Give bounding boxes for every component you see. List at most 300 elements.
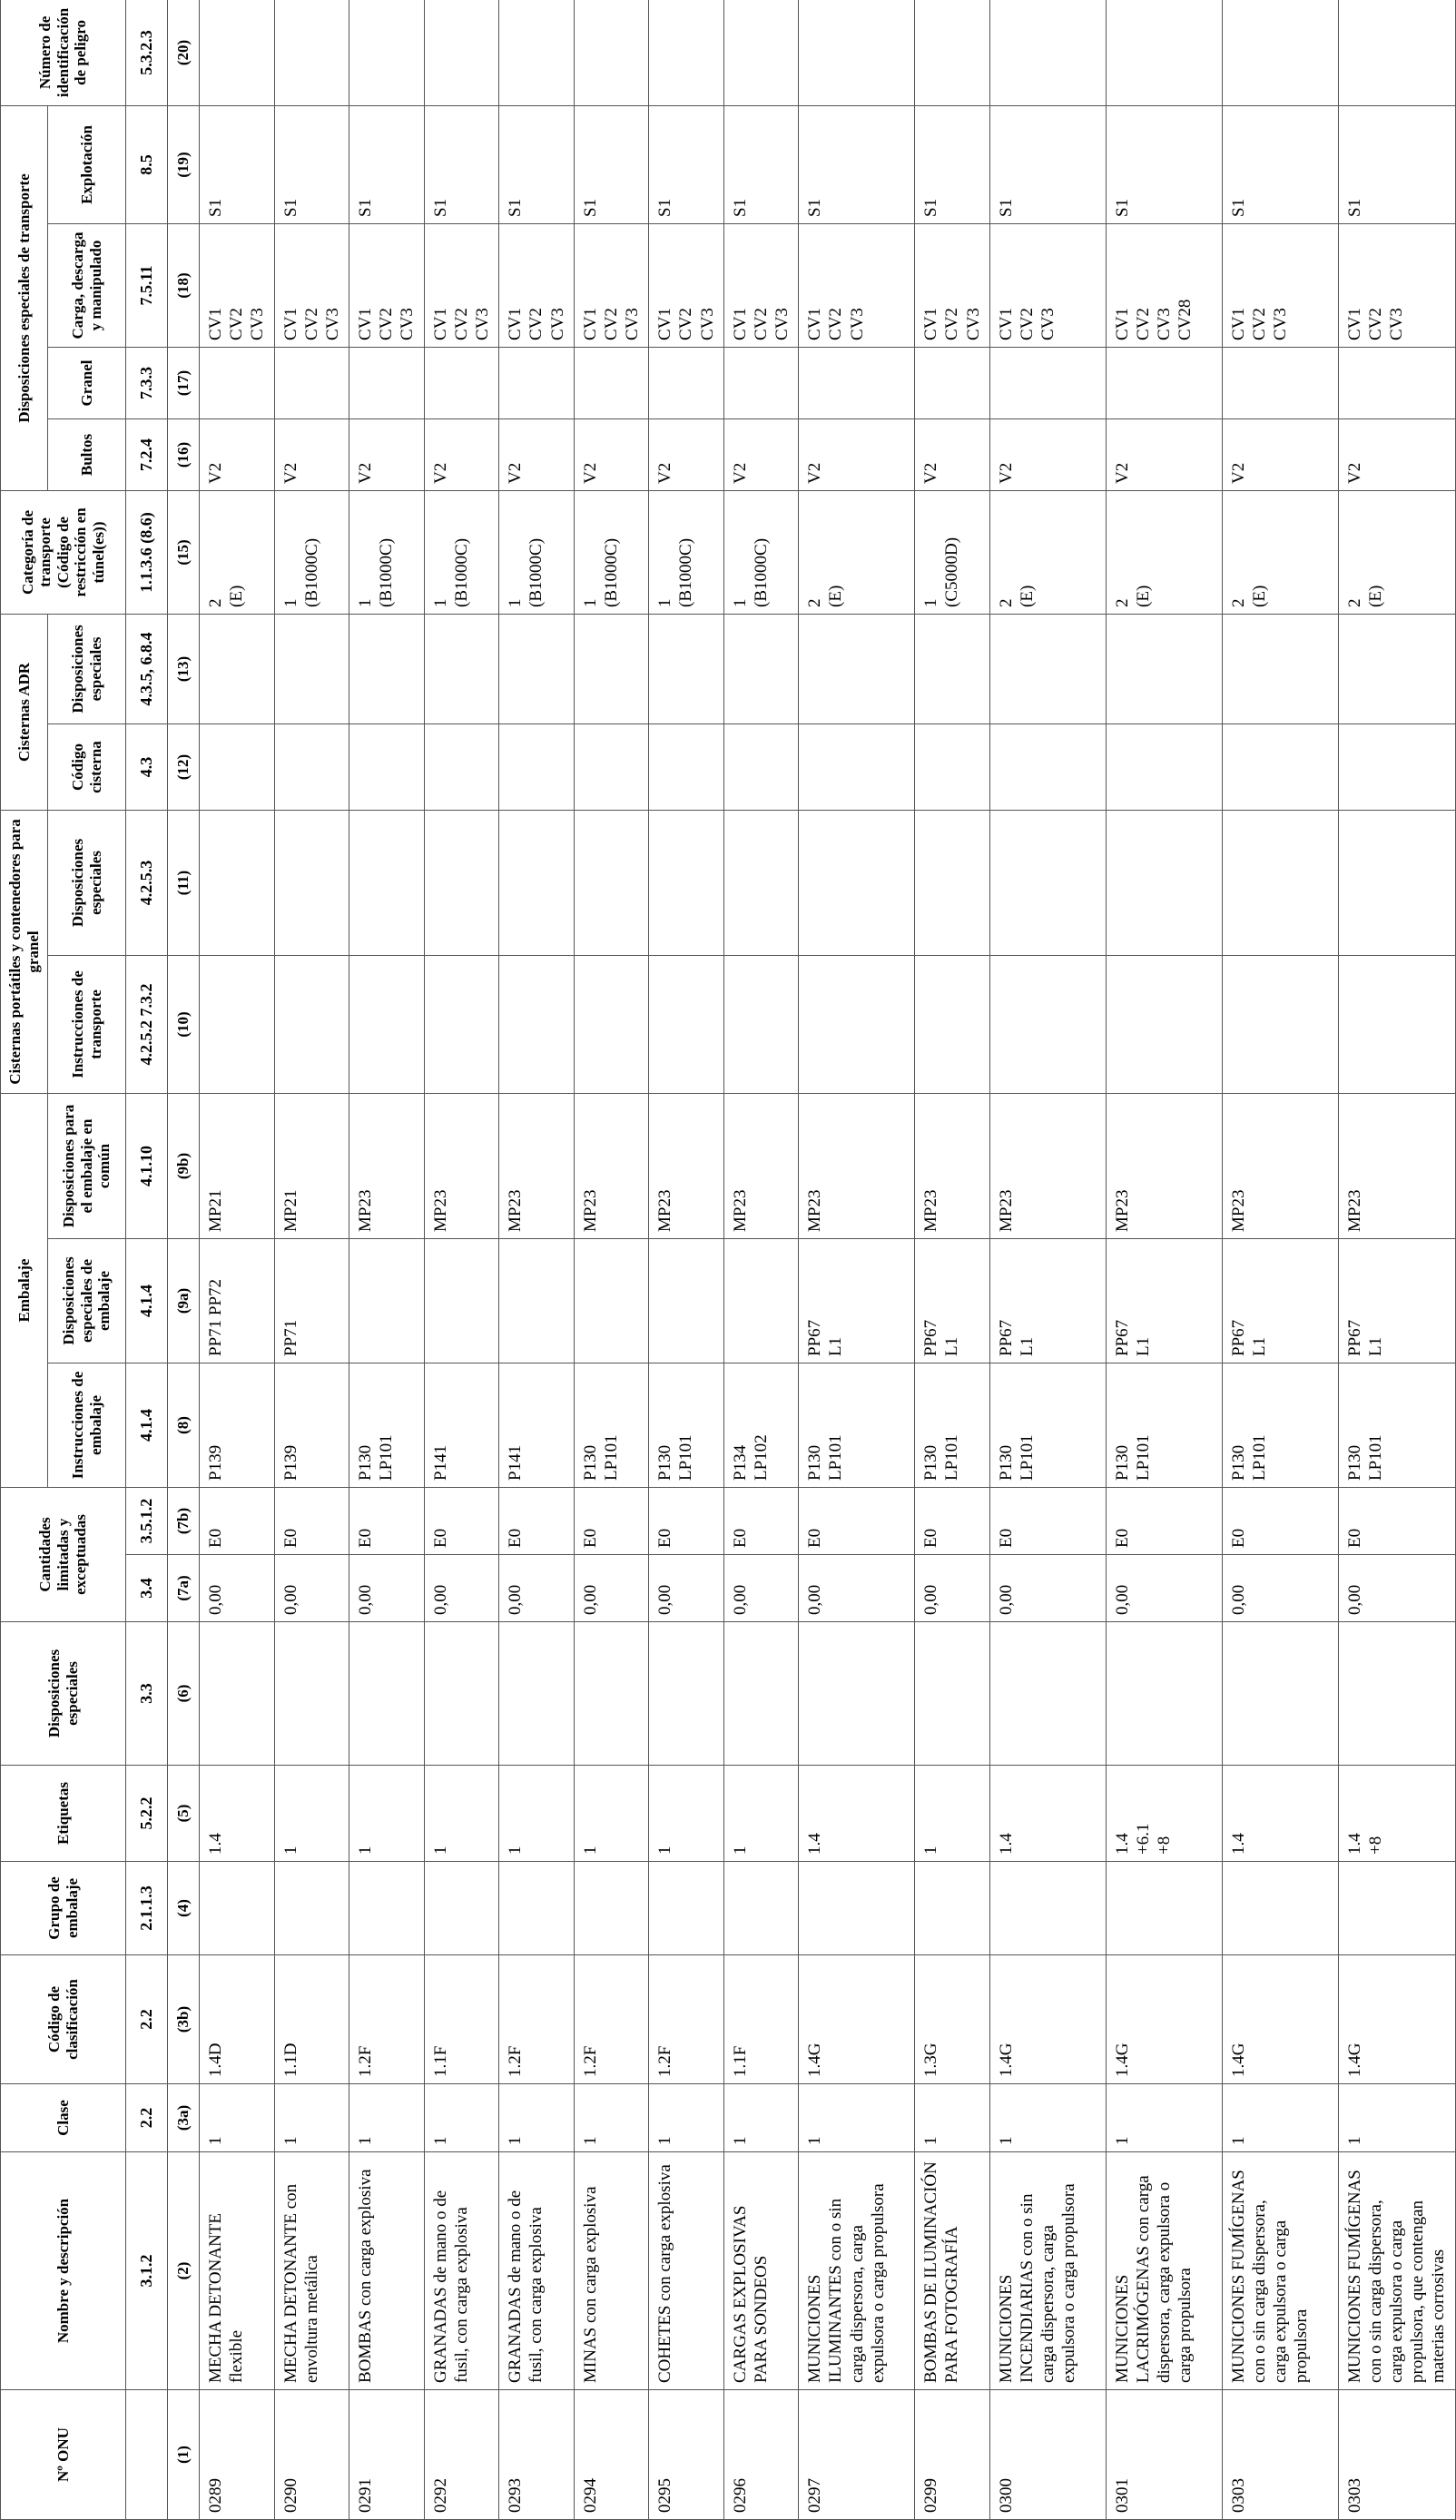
header-hazard-id: Número de identificación de peligro — [1, 0, 126, 105]
cell-classification-code: 1.1F — [424, 1955, 499, 2084]
cell-tank-special — [1338, 810, 1455, 955]
header-special-transport: Disposiciones especiales de transporte — [1, 105, 48, 490]
cell-packing-instructions — [200, 1363, 275, 1488]
header-classification-code: Código de clasificación — [1, 1955, 126, 2084]
cell-bulk — [1338, 347, 1455, 418]
cell-packing-instructions — [1338, 1363, 1455, 1488]
cell-hazard-id — [989, 0, 1106, 105]
cell-limited-qty: 0,00 — [574, 1555, 649, 1622]
cell-line: CV2 — [826, 308, 846, 340]
cell-line: (C5000D) — [942, 536, 962, 607]
cell-transport-category — [424, 490, 499, 614]
cell-packing-instructions — [424, 1363, 499, 1488]
cell-line: P141 — [430, 1444, 450, 1481]
cell-hazard-id — [723, 0, 799, 105]
cell-adr-special — [274, 614, 349, 724]
ref-operation: 8.5 — [126, 105, 168, 223]
cell-packing-instructions — [989, 1363, 1106, 1488]
cell-line: L1 — [826, 1336, 846, 1356]
cell-packing-group — [649, 1862, 724, 1955]
cell-class: 1 — [649, 2084, 724, 2152]
cell-un-number: 0292 — [424, 2390, 499, 2520]
cell-line: L1 — [1017, 1336, 1037, 1356]
table-row — [1222, 0, 1338, 2520]
cell-line: 1 — [921, 598, 941, 607]
cell-tank-code — [723, 724, 799, 810]
cell-line: (B1000C) — [526, 537, 546, 607]
header-packing-instructions: Instrucciones de embalaje — [48, 1363, 126, 1488]
cell-labels — [1222, 1766, 1338, 1862]
cell-classification-code: 1.1D — [274, 1955, 349, 2084]
cell-line: P130 — [356, 1444, 376, 1481]
cell-labels — [915, 1766, 990, 1862]
cell-line: (E) — [1249, 585, 1269, 607]
cell-packages: V2 — [1106, 418, 1222, 490]
cell-packing-special — [989, 1239, 1106, 1363]
cell-line: LP101 — [826, 1434, 846, 1481]
cell-classification-code: 1.3G — [915, 1955, 990, 2084]
colnum-packing-group: (4) — [168, 1862, 200, 1955]
cell-tank-code — [1106, 724, 1222, 810]
cell-special-provisions — [799, 1622, 915, 1766]
cell-line: 1 — [430, 598, 450, 607]
cell-line: CV2 — [301, 308, 321, 340]
cell-packing-instructions — [499, 1363, 575, 1488]
cell-un-number: 0293 — [499, 2390, 575, 2520]
cell-un-number: 0290 — [274, 2390, 349, 2520]
cell-un-number: 0294 — [574, 2390, 649, 2520]
header-bulk: Granel — [48, 347, 126, 418]
cell-tank-special — [499, 810, 575, 955]
cell-bulk — [1106, 347, 1222, 418]
cell-excepted-qty: E0 — [1338, 1488, 1455, 1555]
cell-loading — [1106, 223, 1222, 347]
cell-name: MUNICIONES LACRIMÓGENAS con carga dispersora, carga expulsora o carga propulsora — [1106, 2152, 1222, 2390]
cell-line: (E) — [1017, 585, 1037, 607]
cell-line: 1 — [580, 1846, 600, 1855]
cell-classification-code: 1.1F — [723, 1955, 799, 2084]
cell-packing-group — [723, 1862, 799, 1955]
cell-adr-special — [723, 614, 799, 724]
cell-line: CV1 — [655, 308, 675, 340]
cell-labels — [200, 1766, 275, 1862]
cell-bulk — [799, 347, 915, 418]
cell-un-number: 0296 — [723, 2390, 799, 2520]
cell-tank-special — [915, 810, 990, 955]
cell-line: P130 — [921, 1444, 941, 1481]
cell-tank-instructions — [1222, 956, 1338, 1094]
cell-bulk — [200, 347, 275, 418]
cell-packing-instructions — [723, 1363, 799, 1488]
table-row — [1338, 0, 1455, 2520]
cell-limited-qty: 0,00 — [274, 1555, 349, 1622]
colnum-tank-instructions: (10) — [168, 956, 200, 1094]
ref-tank-instructions: 4.2.5.2 7.3.2 — [126, 956, 168, 1094]
cell-limited-qty: 0,00 — [799, 1555, 915, 1622]
cell-excepted-qty: E0 — [915, 1488, 990, 1555]
cell-line: P130 — [655, 1444, 675, 1481]
cell-tank-special — [649, 810, 724, 955]
cell-special-provisions — [723, 1622, 799, 1766]
cell-packages: V2 — [200, 418, 275, 490]
cell-hazard-id — [274, 0, 349, 105]
cell-line: PP71 — [280, 1319, 300, 1356]
cell-line: CV3 — [547, 308, 567, 340]
cell-un-number: 0299 — [915, 2390, 990, 2520]
cell-class: 1 — [1106, 2084, 1222, 2152]
cell-limited-qty: 0,00 — [723, 1555, 799, 1622]
colnum-hazard-id: (20) — [168, 0, 200, 105]
cell-adr-special — [349, 614, 425, 724]
cell-operation: S1 — [349, 105, 425, 223]
cell-line: 1.4 — [1228, 1833, 1248, 1855]
cell-tank-code — [989, 724, 1106, 810]
cell-line: 1 — [506, 598, 526, 607]
cell-line: CV1 — [506, 308, 526, 340]
cell-line: LP101 — [942, 1434, 962, 1481]
cell-packing-instructions — [649, 1363, 724, 1488]
cell-excepted-qty: E0 — [349, 1488, 425, 1555]
ref-packing-group: 2.1.1.3 — [126, 1862, 168, 1955]
cell-bulk — [424, 347, 499, 418]
cell-loading — [989, 223, 1106, 347]
cell-bulk — [349, 347, 425, 418]
cell-line: CV3 — [398, 308, 418, 340]
cell-tank-code — [574, 724, 649, 810]
cell-labels — [649, 1766, 724, 1862]
cell-hazard-id — [349, 0, 425, 105]
cell-line: LP101 — [601, 1434, 621, 1481]
cell-class: 1 — [989, 2084, 1106, 2152]
cell-transport-category — [1106, 490, 1222, 614]
cell-name: GRANADAS de mano o de fusil, con carga explosiva — [499, 2152, 575, 2390]
cell-labels — [274, 1766, 349, 1862]
cell-classification-code: 1.2F — [574, 1955, 649, 2084]
cell-classification-code: 1.2F — [649, 1955, 724, 2084]
cell-tank-instructions — [1338, 956, 1455, 1094]
header-tank-code: Código cisterna — [48, 724, 126, 810]
cell-tank-instructions — [274, 956, 349, 1094]
cell-line: LP102 — [751, 1434, 771, 1481]
cell-line: (E) — [227, 585, 247, 607]
cell-packages: V2 — [1222, 418, 1338, 490]
cell-tank-code — [274, 724, 349, 810]
cell-operation: S1 — [915, 105, 990, 223]
cell-line: CV2 — [377, 308, 397, 340]
ref-packing-instructions: 4.1.4 — [126, 1363, 168, 1488]
cell-transport-category — [499, 490, 575, 614]
cell-special-provisions — [1222, 1622, 1338, 1766]
table-row — [723, 0, 799, 2520]
table-row — [574, 0, 649, 2520]
cell-packing-group — [1106, 1862, 1222, 1955]
cell-line: 1.4 — [805, 1833, 825, 1855]
cell-tank-special — [989, 810, 1106, 955]
cell-packages: V2 — [989, 418, 1106, 490]
cell-line: L1 — [1365, 1336, 1385, 1356]
cell-line: CV3 — [1271, 308, 1291, 340]
cell-tank-instructions — [649, 956, 724, 1094]
cell-packages: V2 — [274, 418, 349, 490]
cell-packing-group — [574, 1862, 649, 1955]
header-packing-group: Grupo de embalaje — [1, 1862, 126, 1955]
cell-tank-instructions — [499, 956, 575, 1094]
cell-adr-special — [424, 614, 499, 724]
cell-line: LP101 — [377, 1434, 397, 1481]
cell-tank-special — [200, 810, 275, 955]
cell-adr-special — [915, 614, 990, 724]
cell-excepted-qty: E0 — [723, 1488, 799, 1555]
header-mixed-packing: Disposiciones para el embalaje en común — [48, 1094, 126, 1239]
cell-transport-category — [723, 490, 799, 614]
cell-transport-category — [574, 490, 649, 614]
cell-packages: V2 — [574, 418, 649, 490]
cell-tank-instructions — [1106, 956, 1222, 1094]
cell-line: 1.4 — [1344, 1833, 1364, 1855]
cell-hazard-id — [1106, 0, 1222, 105]
cell-line: CV2 — [1133, 308, 1153, 340]
cell-line: P130 — [1228, 1444, 1248, 1481]
colnum-tank-special: (11) — [168, 810, 200, 955]
table-row — [989, 0, 1106, 2520]
cell-packages: V2 — [349, 418, 425, 490]
cell-limited-qty: 0,00 — [989, 1555, 1106, 1622]
cell-packing-special — [915, 1239, 990, 1363]
cell-line: (B1000C) — [751, 537, 771, 607]
cell-line: L1 — [1249, 1336, 1269, 1356]
cell-line: P139 — [280, 1444, 300, 1481]
table-row — [1106, 0, 1222, 2520]
cell-excepted-qty: E0 — [799, 1488, 915, 1555]
cell-mixed-packing: MP21 — [274, 1094, 349, 1239]
cell-line: LP101 — [676, 1434, 696, 1481]
cell-line: (E) — [826, 585, 846, 607]
cell-line: CV2 — [227, 308, 247, 340]
colnum-operation: (19) — [168, 105, 200, 223]
cell-special-provisions — [424, 1622, 499, 1766]
cell-line: (E) — [1365, 585, 1385, 607]
colnum-classification-code: (3b) — [168, 1955, 200, 2084]
cell-line: P139 — [206, 1444, 226, 1481]
cell-tank-instructions — [915, 956, 990, 1094]
cell-packing-group — [424, 1862, 499, 1955]
cell-packing-special — [574, 1239, 649, 1363]
cell-packing-special — [1338, 1239, 1455, 1363]
cell-packing-instructions — [915, 1363, 990, 1488]
cell-name: MUNICIONES FUMÍGENAS con o sin carga dispersora, carga expulsora o carga propulsora — [1222, 2152, 1338, 2390]
ref-adr-special: 4.3.5, 6.8.4 — [126, 614, 168, 724]
cell-class: 1 — [915, 2084, 990, 2152]
cell-loading — [200, 223, 275, 347]
cell-transport-category — [989, 490, 1106, 614]
cell-transport-category — [1222, 490, 1338, 614]
cell-limited-qty: 0,00 — [200, 1555, 275, 1622]
cell-line: 1.4 — [206, 1833, 226, 1855]
cell-line: CV3 — [697, 308, 717, 340]
cell-line: CV1 — [996, 308, 1016, 340]
cell-excepted-qty: E0 — [649, 1488, 724, 1555]
cell-classification-code: 1.4G — [1106, 1955, 1222, 2084]
cell-line: CV3 — [623, 308, 643, 340]
cell-line: PP67 — [1112, 1319, 1132, 1356]
cell-line: CV1 — [805, 308, 825, 340]
cell-tank-instructions — [989, 956, 1106, 1094]
cell-name: CARGAS EXPLOSIVAS PARA SONDEOS — [723, 2152, 799, 2390]
cell-loading — [799, 223, 915, 347]
cell-line: (E) — [1133, 585, 1153, 607]
cell-line: 1 — [921, 1846, 941, 1855]
cell-packing-instructions — [574, 1363, 649, 1488]
cell-line: P130 — [580, 1444, 600, 1481]
cell-labels — [349, 1766, 425, 1862]
cell-line: (B1000C) — [601, 537, 621, 607]
cell-line: 1 — [580, 598, 600, 607]
cell-packing-special — [424, 1239, 499, 1363]
cell-mixed-packing: MP23 — [1106, 1094, 1222, 1239]
cell-special-provisions — [274, 1622, 349, 1766]
cell-packing-group — [1222, 1862, 1338, 1955]
cell-line: CV3 — [1387, 308, 1407, 340]
cell-mixed-packing: MP23 — [1338, 1094, 1455, 1239]
ref-classification-code: 2.2 — [126, 1955, 168, 2084]
cell-labels — [424, 1766, 499, 1862]
cell-excepted-qty: E0 — [574, 1488, 649, 1555]
cell-line: CV3 — [847, 308, 867, 340]
ref-mixed-packing: 4.1.10 — [126, 1094, 168, 1239]
cell-name: MINAS con carga explosiva — [574, 2152, 649, 2390]
cell-classification-code: 1.2F — [349, 1955, 425, 2084]
cell-operation: S1 — [574, 105, 649, 223]
cell-limited-qty: 0,00 — [1338, 1555, 1455, 1622]
cell-labels — [574, 1766, 649, 1862]
cell-line: PP67 — [996, 1319, 1016, 1356]
header-name: Nombre y descripción — [1, 2152, 126, 2390]
cell-limited-qty: 0,00 — [649, 1555, 724, 1622]
cell-special-provisions — [499, 1622, 575, 1766]
cell-packing-special — [1106, 1239, 1222, 1363]
cell-loading — [274, 223, 349, 347]
colnum-excepted-qty: (7b) — [168, 1488, 200, 1555]
cell-line: 2 — [1112, 598, 1132, 607]
cell-limited-qty: 0,00 — [915, 1555, 990, 1622]
cell-name: GRANADAS de mano o de fusil, con carga explosiva — [424, 2152, 499, 2390]
cell-limited-qty: 0,00 — [424, 1555, 499, 1622]
cell-line: 2 — [996, 598, 1016, 607]
cell-class: 1 — [424, 2084, 499, 2152]
cell-operation: S1 — [274, 105, 349, 223]
ref-excepted-qty: 3.5.1.2 — [126, 1488, 168, 1555]
cell-mixed-packing: MP23 — [424, 1094, 499, 1239]
cell-name: MUNICIONES INCENDIARIAS con o sin carga dispersora, carga expulsora o carga propulsora — [989, 2152, 1106, 2390]
cell-limited-qty: 0,00 — [1106, 1555, 1222, 1622]
cell-special-provisions — [989, 1622, 1106, 1766]
cell-tank-special — [799, 810, 915, 955]
cell-class: 1 — [723, 2084, 799, 2152]
cell-bulk — [723, 347, 799, 418]
cell-limited-qty: 0,00 — [349, 1555, 425, 1622]
cell-line: +6.1 — [1133, 1823, 1153, 1855]
cell-line: CV1 — [730, 308, 750, 340]
cell-loading — [723, 223, 799, 347]
cell-classification-code: 1.4G — [989, 1955, 1106, 2084]
cell-name: BOMBAS DE ILUMINACIÓN PARA FOTOGRAFÍA — [915, 2152, 990, 2390]
colnum-tank-code: (12) — [168, 724, 200, 810]
cell-un-number: 0303 — [1222, 2390, 1338, 2520]
cell-line: 1.4 — [1112, 1833, 1132, 1855]
colnum-labels: (5) — [168, 1766, 200, 1862]
cell-line: PP67 — [921, 1319, 941, 1356]
cell-packing-special — [499, 1239, 575, 1363]
cell-packages: V2 — [915, 418, 990, 490]
cell-line: PP67 — [805, 1319, 825, 1356]
cell-packing-special — [349, 1239, 425, 1363]
header-adr-special: Disposiciones especiales — [48, 614, 126, 724]
cell-class: 1 — [799, 2084, 915, 2152]
cell-line: CV1 — [1344, 308, 1364, 340]
cell-tank-code — [200, 724, 275, 810]
cell-line: P130 — [1112, 1444, 1132, 1481]
cell-excepted-qty: E0 — [274, 1488, 349, 1555]
cell-classification-code: 1.4G — [1338, 1955, 1455, 2084]
cell-line: CV3 — [1155, 308, 1175, 340]
cell-tank-special — [1222, 810, 1338, 955]
cell-special-provisions — [349, 1622, 425, 1766]
cell-adr-special — [574, 614, 649, 724]
cell-transport-category — [349, 490, 425, 614]
cell-mixed-packing: MP23 — [574, 1094, 649, 1239]
cell-class: 1 — [274, 2084, 349, 2152]
cell-operation: S1 — [200, 105, 275, 223]
cell-line: P141 — [506, 1444, 526, 1481]
cell-line: LP101 — [1249, 1434, 1269, 1481]
cell-line: CV28 — [1176, 299, 1195, 340]
cell-line: P130 — [1344, 1444, 1364, 1481]
cell-labels — [723, 1766, 799, 1862]
cell-tank-code — [349, 724, 425, 810]
colnum-transport-category: (15) — [168, 490, 200, 614]
cell-transport-category — [649, 490, 724, 614]
cell-name: COHETES con carga explosiva — [649, 2152, 724, 2390]
cell-tank-special — [274, 810, 349, 955]
cell-tank-instructions — [799, 956, 915, 1094]
cell-operation: S1 — [1222, 105, 1338, 223]
cell-line: CV1 — [921, 308, 941, 340]
cell-loading — [915, 223, 990, 347]
colnum-un-number: (1) — [168, 2390, 200, 2520]
cell-loading — [1222, 223, 1338, 347]
cell-adr-special — [799, 614, 915, 724]
cell-adr-special — [200, 614, 275, 724]
cell-mixed-packing: MP23 — [723, 1094, 799, 1239]
cell-line: P134 — [730, 1444, 750, 1481]
cell-packages: V2 — [649, 418, 724, 490]
header-loading: Carga, descarga y manipulado — [48, 223, 126, 347]
cell-excepted-qty: E0 — [989, 1488, 1106, 1555]
table-row — [349, 0, 425, 2520]
colnum-limited-qty: (7a) — [168, 1555, 200, 1622]
ref-bulk: 7.3.3 — [126, 347, 168, 418]
header-special-provisions: Disposiciones especiales — [1, 1622, 126, 1766]
cell-tank-code — [649, 724, 724, 810]
cell-line: CV3 — [322, 308, 342, 340]
cell-name: BOMBAS con carga explosiva — [349, 2152, 425, 2390]
cell-mixed-packing: MP21 — [200, 1094, 275, 1239]
cell-adr-special — [499, 614, 575, 724]
table-row — [915, 0, 990, 2520]
cell-line: PP71 PP72 — [206, 1278, 226, 1356]
header-portable-tanks: Cisternas portátiles y contenedores para granel — [1, 810, 48, 1093]
cell-limited-qty: 0,00 — [1222, 1555, 1338, 1622]
